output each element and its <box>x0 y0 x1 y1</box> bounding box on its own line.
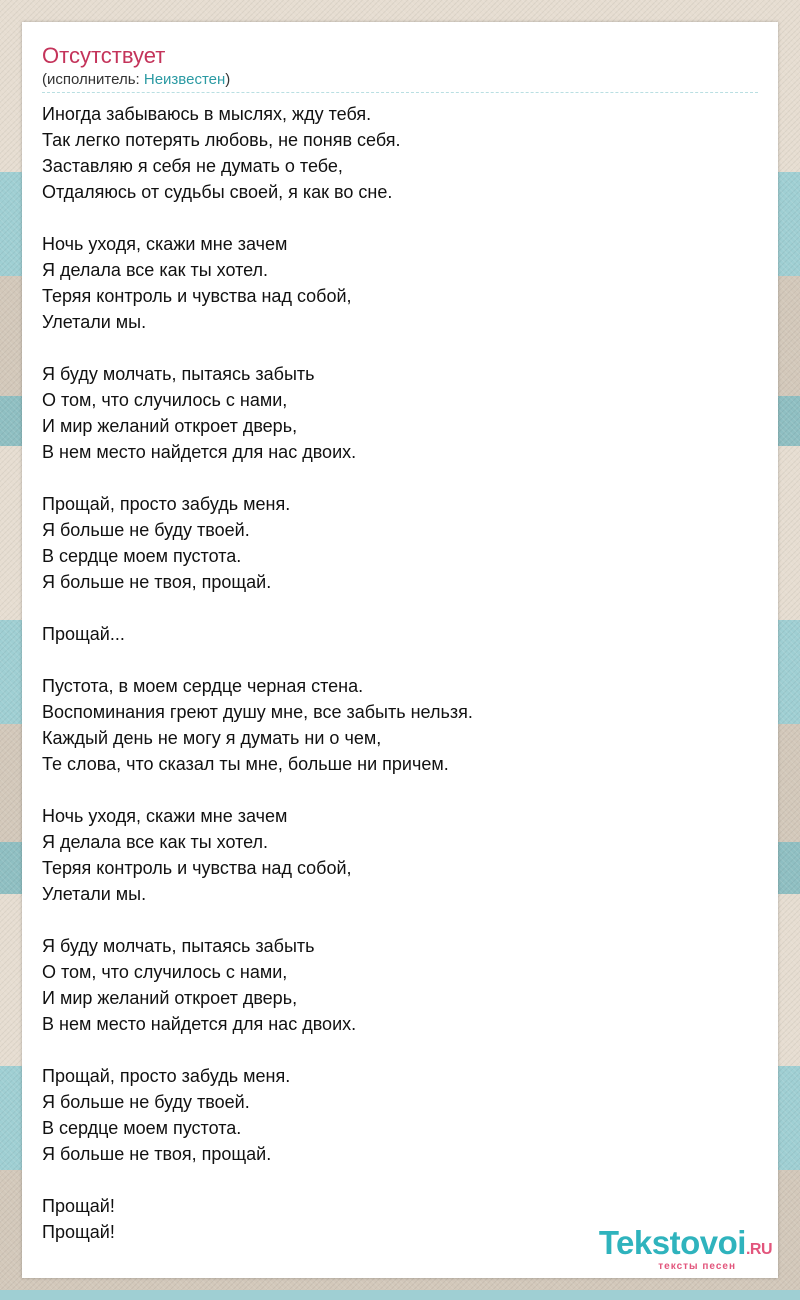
lyric-line: Теряя контроль и чувства над собой, <box>42 858 352 878</box>
stanza-break <box>42 777 758 803</box>
stanza-break <box>42 1037 758 1063</box>
lyric-line: Ночь уходя, скажи мне зачем <box>42 234 288 254</box>
lyric-line: В сердце моем пустота. <box>42 1118 242 1138</box>
lyric-line: Ночь уходя, скажи мне зачем <box>42 806 288 826</box>
title-divider <box>42 92 758 93</box>
lyric-line: Я делала все как ты хотел. <box>42 832 269 852</box>
lyric-line: Я больше не буду твоей. <box>42 1092 250 1112</box>
background-stripe <box>0 1290 800 1300</box>
lyric-line: Прощай, просто забудь меня. <box>42 494 291 514</box>
lyrics-card <box>22 22 778 1278</box>
lyric-line: О том, что случилось с нами, <box>42 390 288 410</box>
stanza-break <box>42 335 758 361</box>
lyric-line: Воспоминания греют душу мне, все забыть нельзя. <box>42 702 473 722</box>
stanza-break <box>42 595 758 621</box>
artist-line <box>42 70 758 92</box>
lyric-line: Я делала все как ты хотел. <box>42 260 269 280</box>
lyric-line: Улетали мы. <box>42 312 147 332</box>
lyric-line: Улетали мы. <box>42 884 147 904</box>
lyric-line: Прощай! <box>42 1222 115 1242</box>
lyric-line: Те слова, что сказал ты мне, больше ни причем. <box>42 754 449 774</box>
lyric-line: Прощай, просто забудь меня. <box>42 1066 291 1086</box>
lyric-line: О том, что случилось с нами, <box>42 962 288 982</box>
lyric-line: И мир желаний откроет дверь, <box>42 988 298 1008</box>
lyric-line: В сердце моем пустота. <box>42 546 242 566</box>
stanza-break <box>42 647 758 673</box>
lyric-line: Заставляю я себя не думать о тебе, <box>42 156 343 176</box>
lyric-line: Иногда забываюсь в мыслях, жду тебя. <box>42 104 372 124</box>
lyric-line: Теряя контроль и чувства над собой, <box>42 286 352 306</box>
stanza-break <box>42 465 758 491</box>
stanza-break <box>42 1167 758 1193</box>
lyric-line: Пустота, в моем сердце черная стена. <box>42 676 364 696</box>
stanza-break <box>42 205 758 231</box>
artist-prefix: (исполнитель: <box>42 71 144 88</box>
logo-tld: .RU <box>745 1241 772 1258</box>
lyric-line: Я больше не буду твоей. <box>42 520 250 540</box>
lyric-line: Я больше не твоя, прощай. <box>42 1144 272 1164</box>
artist-suffix: ) <box>225 71 231 88</box>
lyric-line: В нем место найдется для нас двоих. <box>42 1014 357 1034</box>
lyric-line: Каждый день не могу я думать ни о чем, <box>42 728 382 748</box>
logo-name: Tekstovoi <box>598 1224 746 1261</box>
song-title: Отсутствует <box>42 43 166 68</box>
lyrics-text <box>42 101 758 1245</box>
site-logo[interactable] <box>599 1226 772 1272</box>
stanza-break <box>42 907 758 933</box>
lyric-line: Я буду молчать, пытаясь забыть <box>42 936 315 956</box>
lyric-line: Так легко потерять любовь, не поняв себя. <box>42 130 401 150</box>
lyric-line: Прощай... <box>42 624 125 644</box>
artist-link[interactable]: Неизвестен <box>143 71 226 88</box>
lyric-line: Я больше не твоя, прощай. <box>42 572 272 592</box>
logo-tagline: тексты песен <box>658 1261 736 1272</box>
lyric-line: Я буду молчать, пытаясь забыть <box>42 364 315 384</box>
lyric-line: Прощай! <box>42 1196 115 1216</box>
lyric-line: Отдаляюсь от судьбы своей, я как во сне. <box>42 182 393 202</box>
lyric-line: В нем место найдется для нас двоих. <box>42 442 357 462</box>
lyric-line: И мир желаний откроет дверь, <box>42 416 298 436</box>
